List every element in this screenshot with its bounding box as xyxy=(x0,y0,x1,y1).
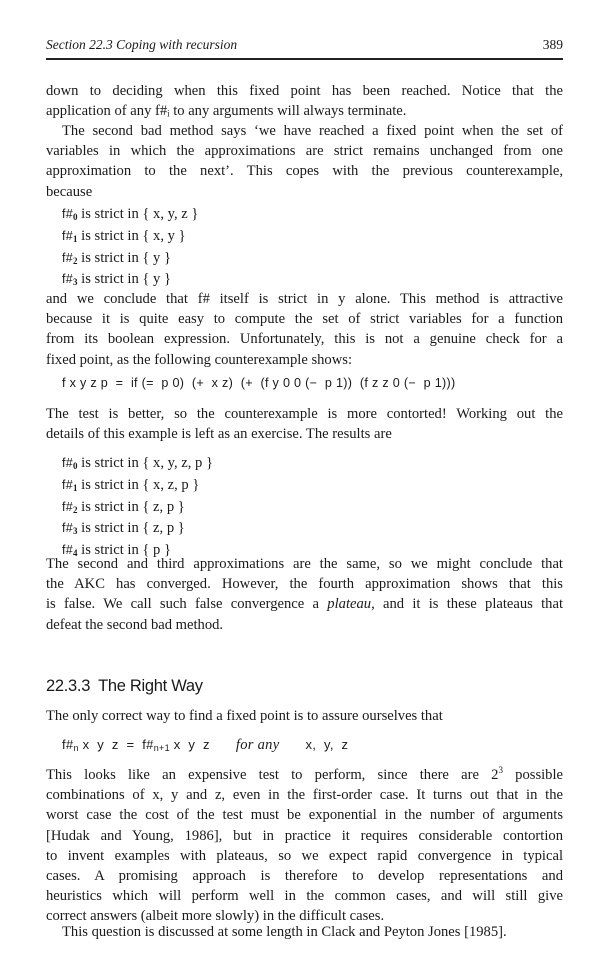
text-line: to invent examples with plateaus, so we expect rapid convergence in typical xyxy=(46,847,563,864)
paragraph-fixed-point-intro xyxy=(46,81,563,121)
text-line: [Hudak and Young, 1986], but in practice it requires considerable contortion xyxy=(46,827,563,844)
fixed-point-equation: $f\#_n$ x y $z = f\#_{n+1}$ x y z for any x, y, z xyxy=(62,737,349,753)
text-line: is false. We call such false convergence a plateau, and it is these plateaus that xyxy=(46,596,563,613)
text-line: correct answers (albeit more slowly) in the difficult cases. xyxy=(46,908,385,925)
paragraph-right-way xyxy=(46,706,563,726)
text-line: This question is discussed at some length in Clack and Peyton Jones [1985]. xyxy=(62,924,507,940)
strictness-row: $f\#_3$ is strict in { z, p } xyxy=(62,520,185,537)
strictness-row: $f\#_1$ is strict in { x, y } xyxy=(62,227,186,244)
text-line: cases. A promising approach is therefore to develop representations and xyxy=(46,868,563,885)
strictness-row: $f\#_2$ is strict in { y } xyxy=(62,249,171,266)
text-line: The test is better, so the counterexample is more contorted! Working out the xyxy=(46,406,563,422)
strictness-row: $f\#_0$ is strict in { x, y, z } xyxy=(62,206,199,222)
text-line: heuristics which will perform well in the common cases, and will still give xyxy=(46,888,563,905)
text-line: application of any f#ᵢ to any arguments will always terminate. xyxy=(46,103,407,120)
text-line: because it is quite easy to compute the set of strict variables for a function xyxy=(46,311,563,328)
text-line: The only correct way to find a fixed point is to assure ourselves that xyxy=(46,708,443,724)
text-line: the AKC has converged. However, the fourth approximation shows that this xyxy=(46,576,563,593)
text-line: down to deciding when this fixed point has been reached. Notice that the xyxy=(46,83,563,99)
text-line: details of this example is left as an exercise. The results are xyxy=(46,426,392,443)
counterexample-code: f x y z p = if (= p 0) (+ x z) (+ (f y 0 0 (− p 1)) (f z z 0 (− p 1))) xyxy=(62,376,456,390)
equation-qualifier: for any xyxy=(235,737,280,753)
running-head xyxy=(46,37,563,55)
strictness-row: $f\#_2$ is strict in { z, p } xyxy=(62,498,185,515)
paragraph-second-bad-method xyxy=(46,121,563,202)
text-line: approximation to the next’. This copes with the previous counterexample, xyxy=(46,163,563,180)
strictness-list-1 xyxy=(62,205,198,292)
text-line: The second bad method says ‘we have reached a fixed point when the set of xyxy=(62,123,563,139)
paragraph-method-attractive xyxy=(46,289,563,370)
page-number: 389 xyxy=(542,37,563,52)
text-line: defeat the second bad method. xyxy=(46,616,224,633)
running-head-title: Section 22.3 Coping with recursion xyxy=(46,37,238,52)
strictness-row: $f\#_4$ is strict in { p } xyxy=(62,542,171,559)
strictness-row: $f\#_1$ is strict in { x, z, p } xyxy=(62,476,200,493)
strictness-row: $f\#_3$ is strict in { y } xyxy=(62,271,171,288)
strictness-list-2 xyxy=(62,454,213,563)
section-title: The Right Way xyxy=(98,677,203,695)
text-line: from its boolean expression. Unfortunately, this is not a genuine check for a xyxy=(46,331,563,348)
text-line: combinations of x, y and z, even in the first-order case. It turns out that in the xyxy=(46,787,563,804)
text-line: because xyxy=(46,183,93,200)
text-line: worst case the cost of the test must be exponential in the number of arguments xyxy=(46,807,563,824)
header-rule xyxy=(46,58,563,60)
paragraph-expensive-test xyxy=(46,760,563,927)
section-heading xyxy=(46,677,203,696)
text-line: This looks like an expensive test to perform, since there are $2^3$ possible xyxy=(46,765,564,783)
paragraph-further-reading xyxy=(46,922,563,942)
term-plateau: plateau xyxy=(327,596,372,613)
paragraph-test-better xyxy=(46,404,563,444)
text-line: fixed point, as the following counterexample shows: xyxy=(46,351,352,368)
section-number: 22.3.3 xyxy=(46,677,91,695)
text-line: and we conclude that f# itself is strict in y alone. This method is attractive xyxy=(46,291,563,307)
paragraph-plateau xyxy=(46,554,563,635)
strictness-row: $f\#_0$ is strict in { x, y, z, p } xyxy=(62,455,214,471)
text-line: variables in which the approximations are strict remains unchanged from one xyxy=(46,143,563,160)
text-line: The second and third approximations are the same, so we might conclude that xyxy=(46,556,563,572)
